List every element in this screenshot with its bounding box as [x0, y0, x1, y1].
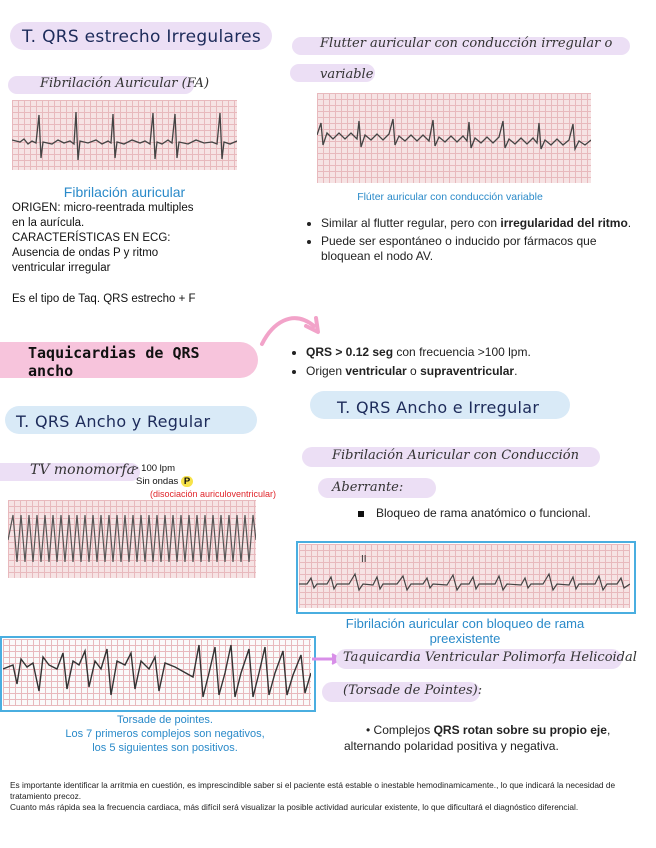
flutter-header-line1: Flutter auricular con conducción irregular o	[320, 36, 613, 51]
section-title-wide-regular: T. QRS Ancho y Regular	[16, 412, 211, 431]
fa-note: Es el tipo de Taq. QRS estrecho + F	[12, 293, 196, 305]
wide-qrs-bullets	[290, 344, 640, 382]
ecg-caption-flutter: Flúter auricular con conducción variable	[357, 191, 543, 203]
ecg-torsade-trace	[3, 639, 311, 706]
torsade-caption	[20, 713, 310, 755]
ecg-tv-strip	[8, 500, 256, 578]
tvp-bullet-line2: alternando polaridad positiva y negativa.	[344, 739, 559, 753]
ecg-fa-bbb-strip	[299, 544, 630, 608]
footer-line1: Es importante identificar la arritmia en cuestión, es imprescindible saber si el paciente está estable o inestable hemodinamicamente., lo que indicará la necesidad de tratamiento precoz.	[10, 780, 616, 801]
tv-note-p: P	[181, 476, 193, 487]
fa-bbb-caption	[300, 616, 630, 646]
torsade-caption-line1: Torsade de pointes.	[116, 714, 213, 726]
fa-aberrant-line2: Aberrante:	[332, 480, 404, 495]
tv-note-p-pre: Sin ondas	[136, 476, 179, 487]
square-bullet-icon	[358, 511, 364, 517]
fa-bbb-caption-line1: Fibrilación auricular con bloqueo de rama	[345, 616, 585, 631]
section-title-narrow-irregular: T. QRS estrecho Irregulares	[22, 27, 262, 47]
curved-arrow-icon	[258, 300, 328, 350]
footer-line2: Cuanto más rápida sea la frecuencia cardiaca, más difícil será visualizar la posible actividad auricular existente, lo que dificultará el diagnóstico diferencial.	[10, 802, 579, 812]
tv-note-av: (disociación auriculoventricular)	[150, 489, 277, 499]
fa-origin-line1: ORIGEN: micro-reentrada multiples	[12, 202, 194, 214]
ecg-flutter-trace	[317, 93, 591, 183]
ecg-tv-trace	[8, 500, 256, 578]
tv-note-rate: > 100 lpm	[133, 463, 175, 474]
wide-bullet-1: • QRS > 0.12 seg con frecuencia >100 lpm.	[306, 344, 640, 360]
wide-qrs-title-line2: ancho	[28, 362, 74, 380]
fa-aberrant-line1: Fibrilación Auricular con Conducción	[332, 448, 579, 463]
fa-origin-line2: en la aurícula.	[12, 217, 85, 229]
fa-aberrant-bullet: Bloqueo de rama anatómico o funcional.	[358, 505, 598, 521]
tv-notes	[130, 462, 276, 501]
tvp-label-line2: (Torsade de Pointes):	[343, 683, 483, 698]
fa-ecg-features-line2: ventricular irregular	[12, 262, 111, 274]
tv-monomorfa-label: TV monomorfa	[30, 462, 135, 478]
wide-bullet-2: • Origen ventricular o supraventricular.	[306, 363, 640, 379]
section-title-wide-irregular: T. QRS Ancho e Irregular	[337, 398, 540, 417]
ecg-fa-trace	[12, 100, 237, 170]
wide-qrs-title-line1: Taquicardias de QRS	[28, 344, 200, 362]
subheader-fa: Fibrilación Auricular (FA)	[40, 76, 210, 91]
svg-text:II: II	[361, 554, 367, 565]
ecg-fa-strip	[12, 100, 237, 170]
ecg-caption-fa: Fibrilación auricular	[63, 184, 186, 200]
flutter-bullet-1: • Similar al flutter regular, pero con irregularidad del ritmo.	[321, 216, 635, 231]
tvp-label-line1: Taquicardia Ventricular Polimorfa Helicoidal	[343, 650, 637, 665]
footer-notes	[10, 780, 640, 813]
flutter-bullets	[305, 216, 635, 267]
wide-qrs-title	[28, 344, 200, 380]
ecg-torsade-strip	[3, 639, 311, 706]
fa-bbb-caption-line2: preexistente	[429, 631, 501, 646]
fa-description	[12, 201, 252, 276]
tvp-bullet	[344, 722, 644, 754]
flutter-bullet-2: • Puede ser espontáneo o inducido por fármacos que bloquean el nodo AV.	[321, 234, 635, 264]
flutter-header-line2: variable	[320, 67, 374, 82]
ecg-flutter-strip	[317, 93, 591, 183]
ecg-fa-bbb-trace	[299, 544, 630, 608]
fa-ecg-features-label: CARACTERÍSTICAS EN ECG:	[12, 232, 171, 244]
tvp-bullet-line1: • Complejos QRS rotan sobre su propio eje,	[366, 723, 611, 737]
fa-ecg-features-line1: Ausencia de ondas P y ritmo	[12, 247, 159, 259]
torsade-caption-line2: Los 7 primeros complejos son negativos,	[65, 728, 265, 740]
torsade-caption-line3: los 5 siguientes son positivos.	[92, 742, 238, 754]
